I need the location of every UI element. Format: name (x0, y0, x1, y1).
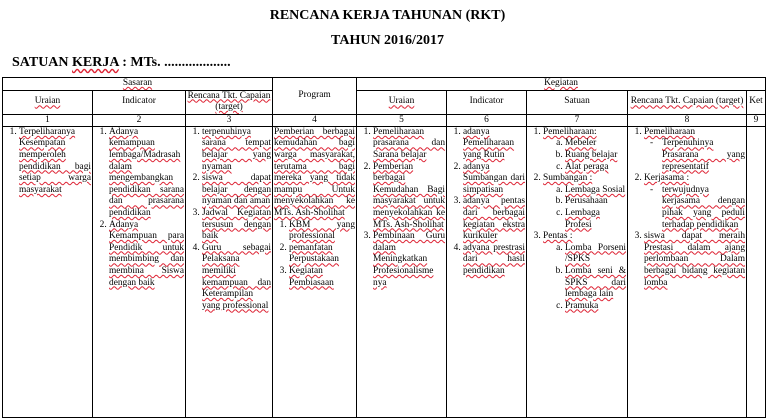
list-item: c. Lembaga Profesi (565, 208, 626, 231)
list-item: 4. adyana prestrasi dari hasil pendidikan (463, 243, 525, 278)
list-item: 3. Pembinaan Guru dalam Meningkatkan Profesionalisme nya (373, 231, 445, 289)
list-item: a. Lomba Porseni /SPKS (565, 243, 626, 266)
satuan-prefix: SATUAN (12, 55, 69, 70)
document-title: RENCANA KERJA TAHUNAN (RKT) (269, 8, 506, 23)
list-item: b. Lomba seni & SPKS dari lembaga lain (565, 266, 626, 301)
list-item: b. Ruang belajar (565, 150, 626, 162)
satuan-kerja-word: KERJA (72, 55, 119, 70)
sasaran-rencana-cell (186, 126, 273, 417)
header-uraian: Uraian (3, 90, 93, 114)
header-uraian-2: Uraian (357, 90, 447, 114)
list-item: 4. Guru sebagai Pelaksana memiliki kemampuan dan Keterampilan yang professional (202, 243, 271, 313)
ket-cell (747, 126, 766, 417)
header-program: Program (273, 78, 357, 115)
list-item: 2. adanya Sumbangan dari simpatisan (463, 162, 525, 197)
column-numbers-row (3, 114, 766, 126)
kegiatan-indicator-cell (447, 126, 527, 417)
list-item: 3. adanya pentas dari berbagai kegiatan ekstra kurikuler (463, 196, 525, 242)
list-item: 1. Pemeliharaan - Terpenuhinya Prasarana yang representatif (644, 127, 745, 173)
rkt-table (2, 77, 766, 418)
table-row (3, 126, 766, 417)
list-item: 1. Pemeliharaan prasarana dan Sarana belajar (373, 127, 445, 162)
header-satuan: Satuan (527, 90, 628, 114)
satuan-suffix: : MTs. ................... (122, 55, 231, 70)
list-item: 3. siswa dapat meraih Prestasi dalam ajang perlombaan Dalam berbagai bidang kegiatan lomba (644, 231, 745, 289)
list-item: 2. pemanfatan Perpustakaan (289, 243, 355, 266)
header-ket: Ket (747, 90, 766, 114)
col-number: 9 (747, 114, 766, 126)
list-item: 1. KBM yang professional (289, 220, 355, 243)
list-item: 2. Pemberian berbagai Kemudahan Bagi masyarakat untuk menyekolahkan ke MTs. Ash-Sholihat (373, 162, 445, 232)
col-number: 2 (93, 114, 186, 126)
col-number: 3 (186, 114, 273, 126)
col-number: 8 (628, 114, 747, 126)
col-number: 4 (273, 114, 357, 126)
header-rencana: Rencana Tkt. Capaian (target) (186, 90, 273, 114)
kegiatan-uraian-cell (357, 126, 447, 417)
list-item: - Terpenuhinya Prasarana yang representatif (662, 138, 745, 173)
col-number: 6 (447, 114, 527, 126)
list-item: 1. Adanya kemampuan lembaga/Madrasah dalam mengembangkan pendidikan sarana dan prasarana pendidikan (109, 127, 184, 220)
kegiatan-rencana-cell (628, 126, 747, 417)
list-item: c. Alat peraga (565, 162, 626, 174)
header-rencana-2: Rencana Tkt. Capaian (target) (628, 90, 747, 114)
list-item: 1. adanya Pemeliharaan yang Rutin (463, 127, 525, 162)
list-item: 1. Pemeliharaan: a. Mebeler b. Ruang belajar c. Alat peraga (543, 127, 626, 173)
header-indicator: Indicator (93, 90, 186, 114)
sasaran-uraian-cell (3, 126, 93, 417)
document-year: TAHUN 2016/2017 (331, 33, 444, 48)
col-number: 5 (357, 114, 447, 126)
header-indicator-2: Indicator (447, 90, 527, 114)
list-item: 3. Kegiatan Pembiasaan (289, 266, 355, 289)
list-item: a. Mebeler (565, 138, 626, 150)
satuan-kerja-line (12, 55, 231, 71)
program-intro: Pemberian berbagai kemudahan bagi warga masyarakat, terutama bagi mereka yang tidak mampu Untuk menyekolahkan ke MTs. Ash-Sholihat (274, 126, 356, 218)
list-item: b. Perusahaan (565, 196, 626, 208)
list-item: 2. Sumbangan : a. Lembaga Sosial b. Perusahaan c. Lembaga Profesi (543, 173, 626, 231)
sasaran-indicator-cell (93, 126, 186, 417)
col-number: 7 (527, 114, 628, 126)
list-item: 2. siswa dapat belajar dengan nyaman dan aman (202, 173, 271, 208)
header-kegiatan: Kegiatan (357, 78, 766, 91)
header-sasaran: Sasaran (3, 78, 273, 91)
list-item: 1. Terpeliharanya Kesempatan memperoleh pendidikan bagi setiap warga masyarakat (19, 127, 91, 197)
list-item: - terwujudnya kerjasama dengan pihak yang peduli terhadap pendidikan (662, 185, 745, 231)
col-number: 1 (3, 114, 93, 126)
list-item: 2. Adanya Kemampuan para Pendidik untuk membimbing dan membina Siswa dengan baik (109, 220, 184, 290)
list-item: 3. Jadwal Kegiatan tersusun dengan baik (202, 208, 271, 243)
list-item: c. Pramuka (565, 301, 626, 313)
kegiatan-satuan-cell (527, 126, 628, 417)
list-item: 1. terpenuhinya sarana tempat belajar yang nyaman (202, 127, 271, 173)
program-cell (273, 126, 357, 417)
list-item: 2. Kerjasama : - terwujudnya kerjasama dengan pihak yang peduli terhadap pendidikan (644, 173, 745, 231)
list-item: 3. Pentas : a. Lomba Porseni /SPKS b. Lomba seni & SPKS dari lembaga lain c. Pramuka (543, 231, 626, 312)
list-item: a. Lembaga Sosial (565, 185, 626, 197)
